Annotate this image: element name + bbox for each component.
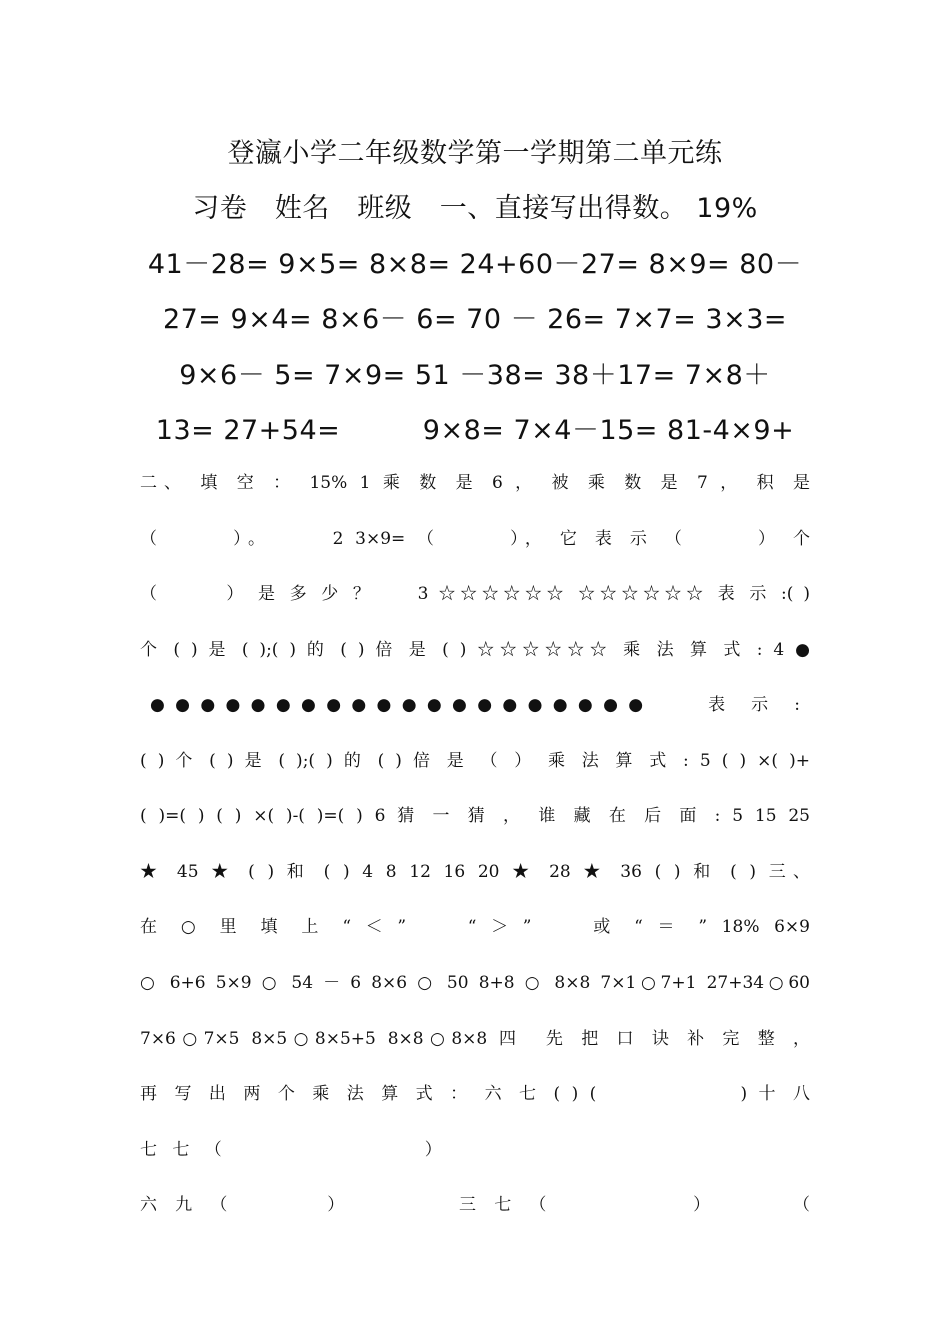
- fill-blank-line-1: 二、 填 空 ： 15% 1 乘 数 是 6 ， 被 乘 数 是 7 ， 积 是: [140, 473, 810, 493]
- rhyme-line-2: 六 九 （ ） 三 七 （ ） （: [140, 1195, 810, 1215]
- fill-blank-line-3: （ ） 是 多 少 ？ 3 ☆☆☆☆☆☆ ☆☆☆☆☆☆ 表 示 :( ): [140, 584, 810, 604]
- calc-line-3: 9×6－ 5= 7×9= 51 －38= 38＋17= 7×8＋: [179, 360, 771, 391]
- calc-line-4: 13= 27+54= 9×8= 7×4－15= 81-4×9+: [155, 415, 795, 446]
- compare-line-1: ○ 6+6 5×9 ○ 54 － 6 8×6 ○ 50 8+8 ○ 8×8 7×1○7+1 27+34○60: [140, 973, 810, 993]
- fill-blank-line-4: 个 ( ) 是 ( );( ) 的 ( ) 倍 是 ( ) ☆☆☆☆☆☆ 乘 法 算 式 : 4 ●: [140, 640, 810, 660]
- fill-blank-line-2: （ ）。 2 3×9= （ ）， 它 表 示 （ ） 个: [140, 529, 810, 549]
- guess-line: ( )=( ) ( ) ×( )-( )=( ) 6 猜 一 猜 ， 谁 藏 在 后 面 : 5 15 25: [140, 806, 810, 826]
- title-line-1: 登瀛小学二年级数学第一学期第二单元练: [227, 138, 723, 169]
- rhyme-line-1: 七 七 （ ）: [140, 1140, 447, 1160]
- compare-instruction-line: 在 ○ 里 填 上 “ ＜ ” “ ＞ ” 或 “ ＝ ” 18% 6×9: [140, 917, 810, 937]
- fill-blank-line-6: ( ) 个 ( ) 是 ( );( ) 的 ( ) 倍 是 （ ） 乘 法 算 式 : 5 ( ) ×( )+: [140, 751, 810, 771]
- compare-line-2: 7×6○7×5 8×5○8×5+5 8×8○8×8 四 先 把 口 诀 补 完 整 ，: [140, 1029, 810, 1049]
- calc-line-1: 41－28= 9×5= 8×8= 24+60－27= 8×9= 80－: [147, 249, 803, 280]
- rhyme-instruction-line: 再 写 出 两 个 乘 法 算 式 ： 六 七 ( ) ( ) 十 八: [140, 1084, 810, 1104]
- title-line-2: 习卷 姓名 班级 一、直接写出得数。 19%: [192, 193, 758, 224]
- guess-sequence-line: ★ 45 ★ ( ) 和 ( ) 4 8 12 16 20 ★ 28 ★ 36 ( ) 和 ( ) 三、: [140, 862, 810, 882]
- dots-line: ●●●●●●●●●●●●●●●●●●●● 表 示 :: [150, 695, 805, 715]
- calc-line-2: 27= 9×4= 8×6－ 6= 70 － 26= 7×7= 3×3=: [162, 304, 788, 335]
